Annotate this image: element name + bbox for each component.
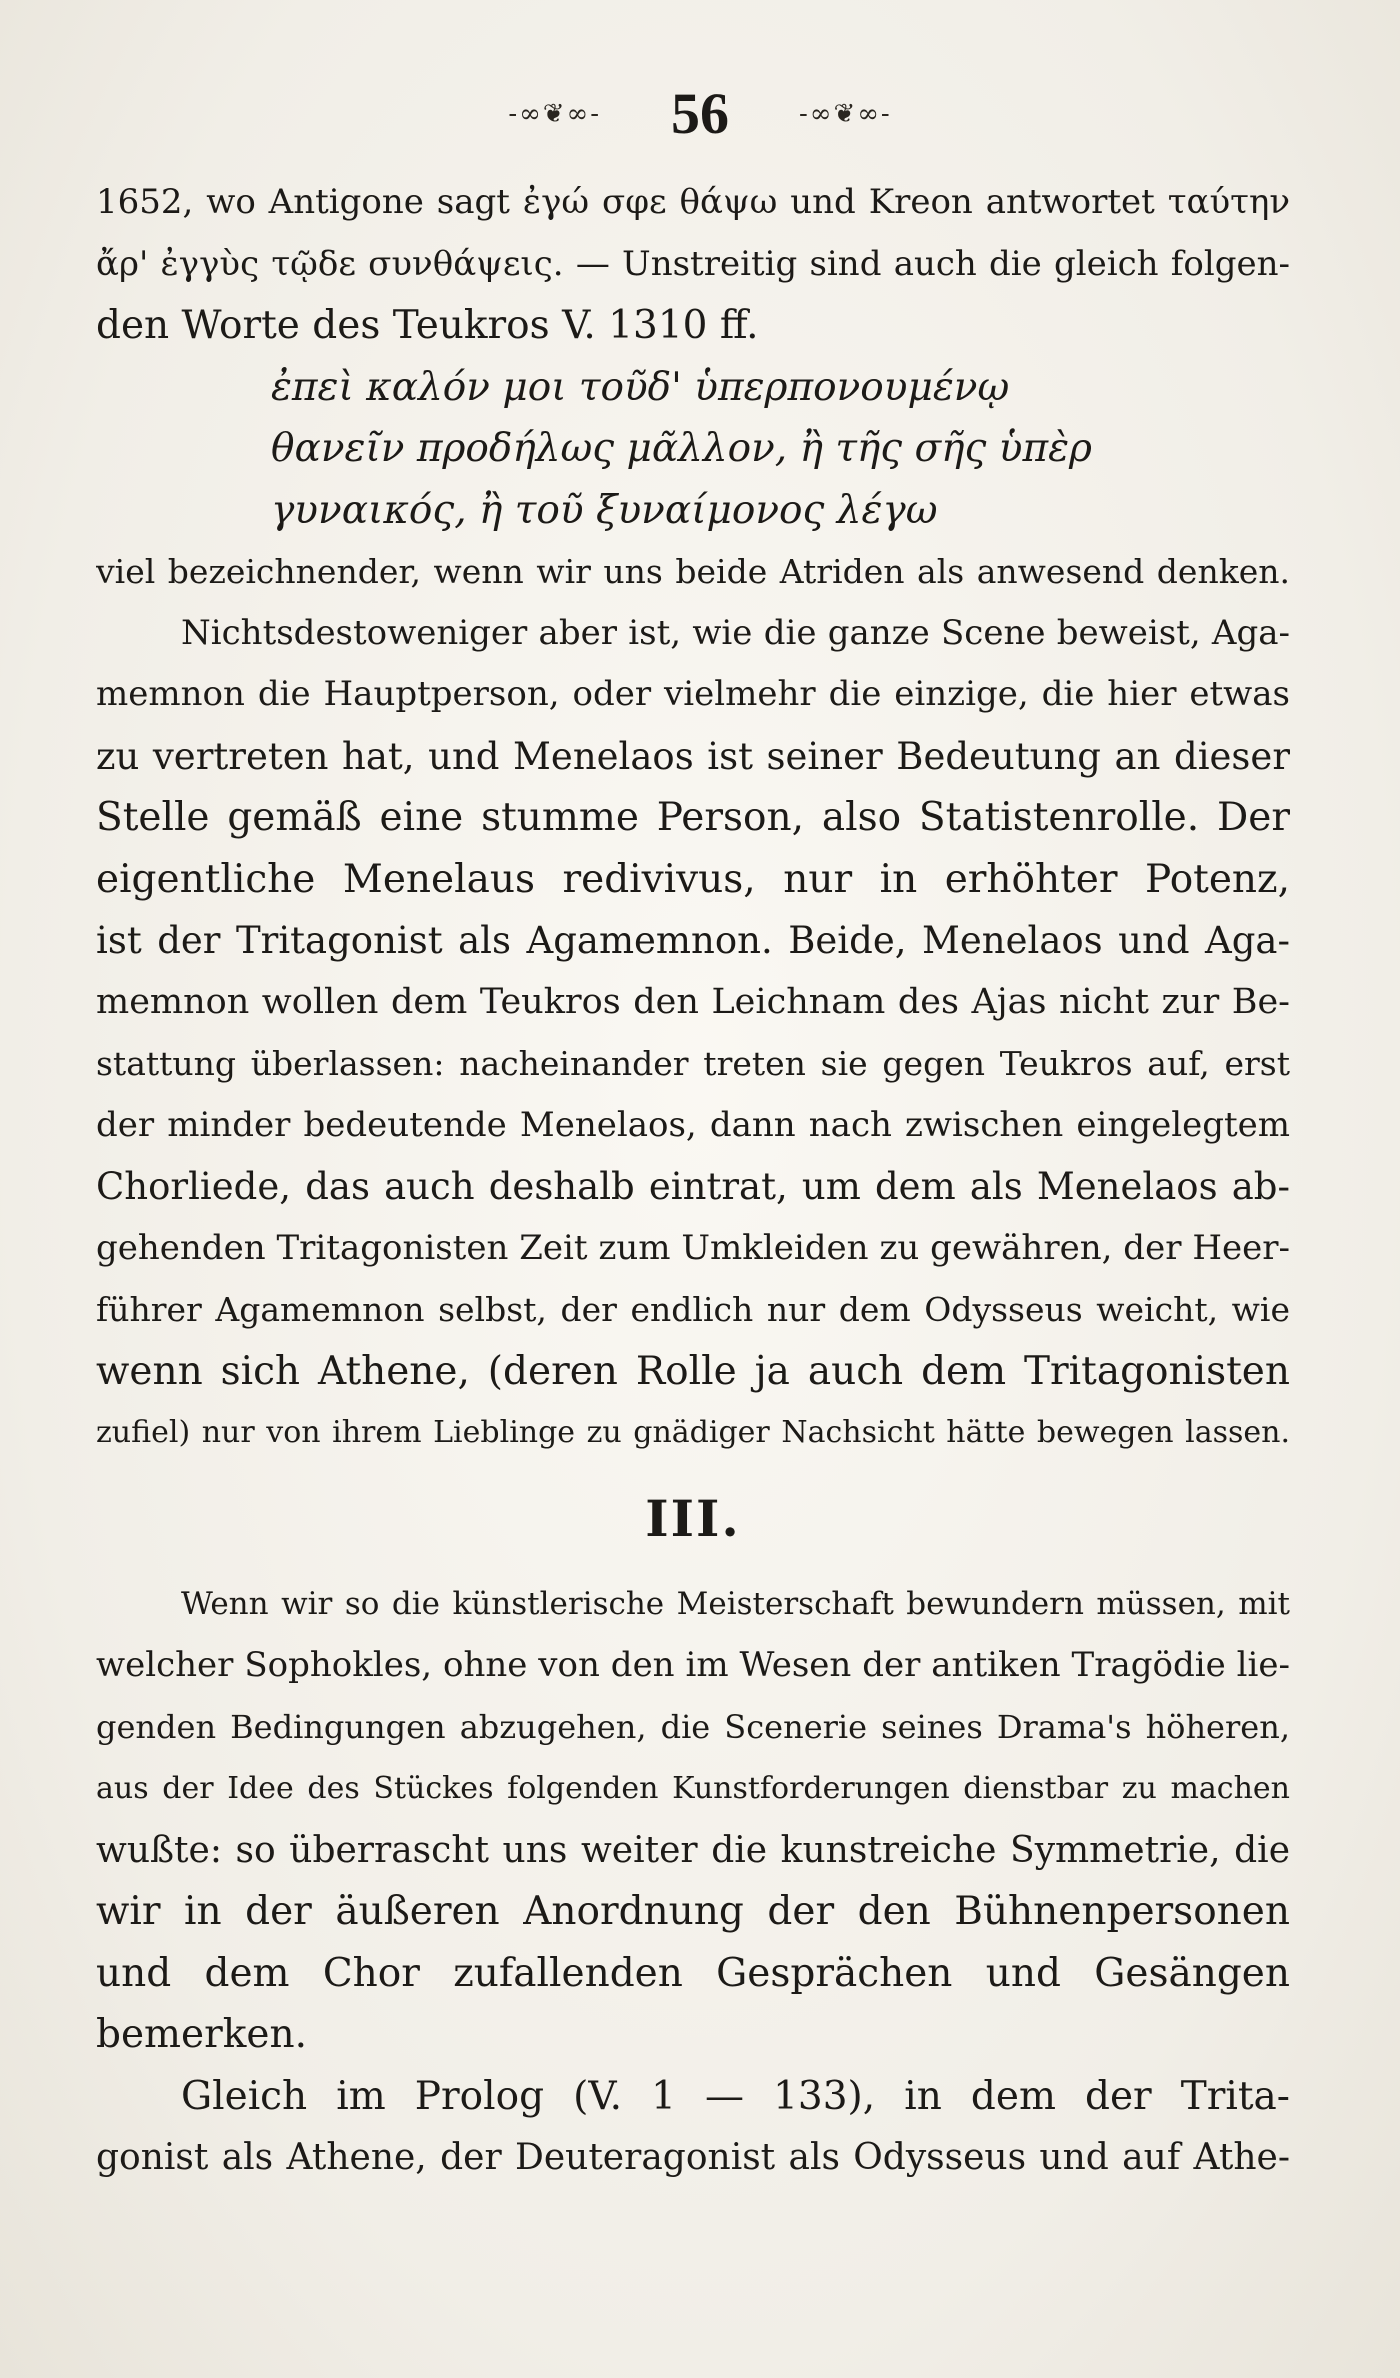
greek-quote-line: θανεῖν προδήλως μᾶλλον, ἢ τῆς σῆς ὑπὲρ — [271, 426, 1092, 471]
page-header — [0, 80, 1400, 147]
text-line: memnon wollen dem Teukros den Leichnam des Ajas nicht zur Be- — [96, 981, 1290, 1022]
text-line: führer Agamemnon selbst, der endlich nur dem Odysseus weicht, wie — [96, 1290, 1290, 1329]
text-line: ist der Tritagonist als Agamemnon. Beide, Menelaos und Aga- — [96, 919, 1290, 962]
text-line: zu vertreten hat, und Menelaos ist seiner Bedeutung an dieser — [96, 734, 1290, 778]
text-line: zufiel) nur von ihrem Lieblinge zu gnädiger Nachsicht hätte bewegen lassen. — [96, 1415, 1290, 1450]
text-line: Gleich im Prolog (V. 1 — 133), in dem der Trita- — [181, 2073, 1290, 2119]
text-line: aus der Idee des Stückes folgenden Kunstforderungen dienstbar zu machen — [96, 1771, 1290, 1806]
text-line: der minder bedeutende Menelaos, dann nach zwischen eingelegtem — [96, 1104, 1290, 1145]
page-text — [96, 172, 1290, 2189]
text-line: 1652, wo Antigone sagt ἐγώ σφε θάψω und Kreon antwortet ταύτην — [96, 182, 1290, 222]
greek-quote-line: γυναικός, ἢ τοῦ ξυναίμονος λέγω — [271, 487, 938, 533]
text-line: Nichtsdestoweniger aber ist, wie die ganze Scene beweist, Aga- — [181, 612, 1290, 653]
text-line: memnon die Hauptperson, oder vielmehr die einzige, die hier etwas — [96, 674, 1290, 714]
text-line: stattung überlassen: nacheinander treten sie gegen Teukros auf, erst — [96, 1044, 1290, 1083]
text-line: Chorliede, das auch deshalb eintrat, um dem als Menelaos ab- — [96, 1165, 1290, 1208]
text-line: wir in der äußeren Anordnung der den Bühnenpersonen — [96, 1889, 1290, 1934]
text-line: ἄρ' ἐγγὺς τῷδε συνθάψεις. — Unstreitig sind auch die gleich folgen- — [96, 243, 1290, 284]
ornament-right: -∞❦∞- — [799, 98, 892, 129]
text-line: den Worte des Teukros V. 1310 ff. — [96, 303, 759, 348]
text-line: wenn sich Athene, (deren Rolle ja auch dem Tritagonisten — [96, 1348, 1290, 1394]
text-line: und dem Chor zufallenden Gesprächen und Gesängen — [96, 1950, 1290, 1996]
text-line: viel bezeichnender, wenn wir uns beide Atriden als anwesend denken. — [96, 552, 1290, 591]
text-line: bemerken. — [96, 2012, 307, 2057]
ornament-left: -∞❦∞- — [508, 98, 601, 129]
page-number: 56 — [671, 81, 729, 146]
text-line: welcher Sophokles, ohne von den im Wesen der antiken Tragödie lie- — [96, 1645, 1290, 1685]
text-line: eigentliche Menelaus redivivus, nur in erhöhter Potenz, — [96, 856, 1290, 902]
text-line: Wenn wir so die künstlerische Meisterschaft bewundern müssen, mit — [181, 1585, 1290, 1622]
text-line: Stelle gemäß eine stumme Person, also Statistenrolle. Der — [96, 795, 1290, 840]
text-line: genden Bedingungen abzugehen, die Scenerie seines Drama's höheren, — [96, 1707, 1290, 1746]
section-heading: III. — [645, 1488, 741, 1548]
text-line: wußte: so überrascht uns weiter die kunstreiche Symmetrie, die — [96, 1829, 1290, 1871]
text-line: gonist als Athene, der Deuteragonist als Odysseus und auf Athe- — [96, 2137, 1290, 2178]
text-line: gehenden Tritagonisten Zeit zum Umkleiden zu gewähren, der Heer- — [96, 1227, 1290, 1268]
greek-quote-line: ἐπεὶ καλόν μοι τοῦδ' ὑπερπονουμένῳ — [271, 364, 1010, 410]
